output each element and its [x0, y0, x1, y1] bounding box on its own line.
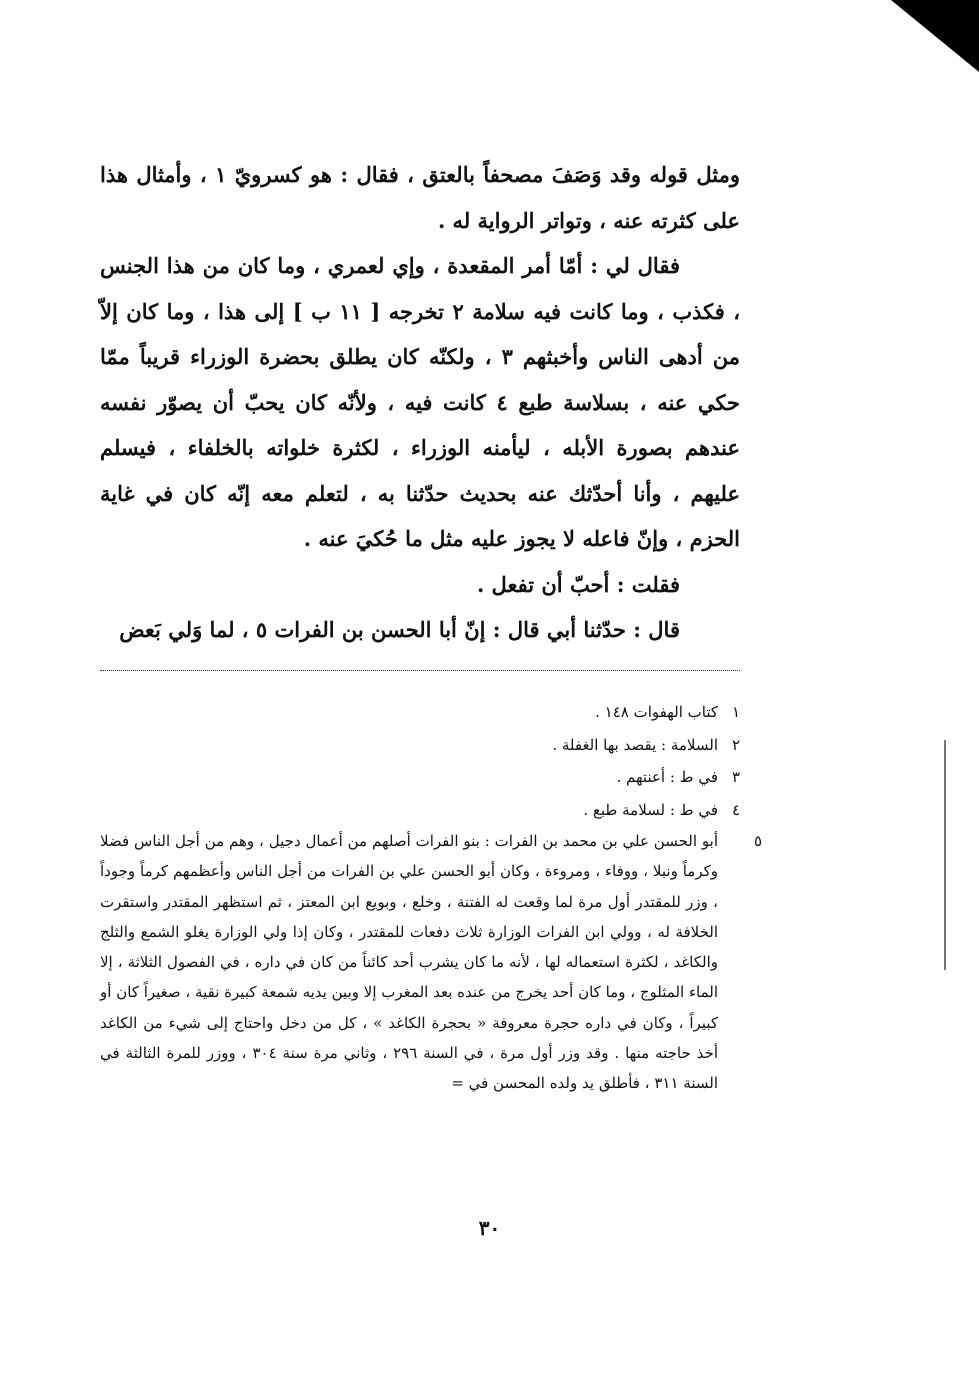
page-corner-mark — [891, 0, 979, 72]
paragraph: فقلت : أحبّ أن تفعل . — [476, 571, 680, 597]
footnotes — [100, 696, 762, 1099]
paragraph: فقال لي : أمّا أمر المقعدة ، وإي لعمري ، وما كان من هذا الجنس ، فكذب ، وما كانت فيه سلامة ٢ تخرجه [ ١١ ب ] إلى هذا ، وما كان إلاّ من أدهى الناس وأخبثهم ٣ ، ولكنّه كان يطلق بحضرة الوزراء قريباً ممّا حكي عنه ، بسلاسة طبع ٤ كانت فيه ، ولأنّه كان يحبّ أن يصوّر نفسه عندهم بصورة الأبله ، ليأمنه الوزراء ، لكثرة خلواته بالخلفاء ، فيسلم عليهم ، وأنا أحدّثك عنه بحديث حدّثنا به ، لتعلم معه إنّه كان في غاية الحزم ، وإنّ فاعله لا يجوز عليه مثل ما حُكيَ عنه . — [100, 253, 741, 551]
main-text — [100, 152, 740, 653]
footnote-number: ١ — [731, 703, 740, 721]
footnote-item — [100, 761, 740, 794]
paragraph: قال : حدّثنا أبي قال : إنّ أبا الحسن بن الفرات ٥ ، لما وَلي بَعض — [119, 617, 680, 642]
footnote-number: ٢ — [731, 735, 740, 754]
footnote-number: ٥ — [753, 832, 762, 850]
scan-edge-line — [944, 740, 946, 970]
page-number: ٣٠ — [478, 1216, 501, 1240]
footnote-item — [100, 696, 740, 729]
footnote-text: في ط : لسلامة طبع . — [583, 800, 718, 819]
footnote-item — [100, 826, 762, 1099]
footnote-text: كتاب الهفوات ١٤٨ . — [595, 703, 718, 721]
footnote-item — [100, 794, 740, 827]
paragraph: ومثل قوله وقد وَصَفَ مصحفاً بالعتق ، فقال : هو كسرويّ ١ ، وأمثال هذا على كثرته عنه ، وتواتر الرواية له . — [100, 162, 740, 233]
footnote-text: السلامة : يقصد بها الغفلة . — [552, 735, 718, 754]
footnote-item — [100, 729, 740, 762]
footnote-text: في ط : أعنتهم . — [616, 768, 718, 786]
footnote-text: أبو الحسن علي بن محمد بن الفرات : بنو الفرات أصلهم من أعمال دجيل ، وهم من أجل الناس فضلا وكرماً ونبلا ، ووفاء ، ومروءة ، وكان أبو الحسن علي بن الفرات من أجل الناس وأعظمهم كرماً وجوداً ، وزر للمقتدر أول مرة لما وقعت له الفتنة ، وخلع ، وبويع ابن المعتز ، ثم استظهر المقتدر واستقرت الخلافة له ، وولي ابن الفرات الوزارة ثلاث دفعات للمقتدر ، وكان إذا ولي الوزارة يغلو الشمع والثلج والكاغد ، لكثرة استعماله لها ، لأنه ما كان يشرب أحد كائناً من كان في داره ، في الفصول الثلاثة ، إلا الماء المثلوج ، وما كان أحد يخرج من عنده بعد المغرب إلا وبين يديه شمعة كبيرة نقية ، صغيراً كان أو كبيراً ، وكان في داره حجرة معروفة « بحجرة الكاغد » ، كل من دخل واحتاج إلى شيء من الكاغد أخذ حاجته منها . وقد وزر أول مرة ، في السنة ٢٩٦ ، وثاني مرة سنة ٣٠٤ ، ووزر للمرة الثالثة في السنة ٣١١ ، فأطلق يد ولده المحسن في = — [100, 832, 718, 1093]
footnote-number: ٣ — [731, 768, 740, 786]
footnote-divider — [100, 670, 740, 671]
footnote-number: ٤ — [731, 800, 740, 819]
